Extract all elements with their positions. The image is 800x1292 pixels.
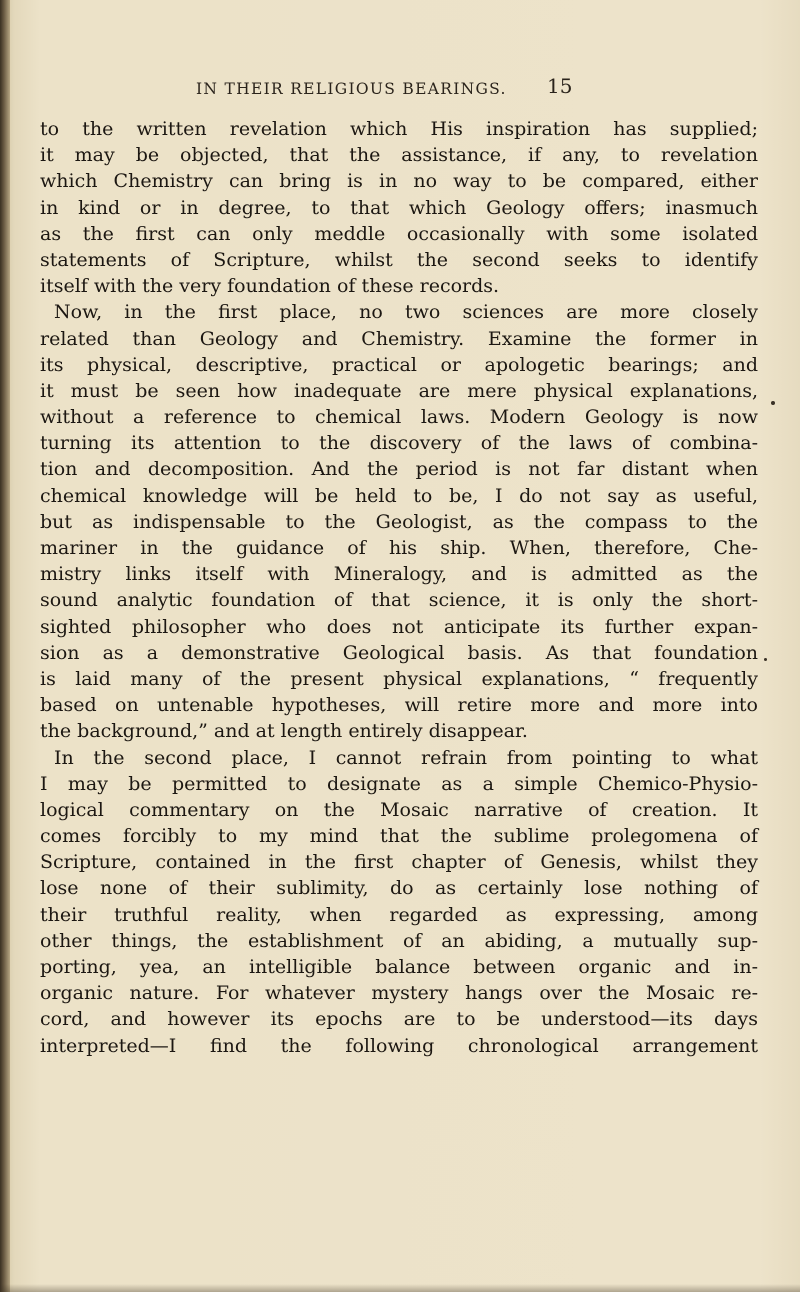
text-line: based on untenable hypotheses, will retire more and more into	[40, 694, 758, 717]
text-line: in kind or in degree, to that which Geology offers; inasmuch	[40, 196, 758, 219]
running-head: IN THEIR RELIGIOUS BEARINGS.	[196, 80, 507, 98]
text-line: chemical knowledge will be held to be, I do not say as useful,	[40, 484, 758, 507]
text-line: cord, and however its epochs are to be understood—its days	[40, 1008, 758, 1031]
text-line: their truthful reality, when regarded as expressing, among	[40, 903, 758, 926]
paragraph-start-line: Now, in the first place, no two sciences are more closely	[54, 301, 758, 324]
body-text	[40, 116, 758, 1059]
text-line: is laid many of the present physical explanations, “ frequently	[40, 667, 758, 690]
text-line: but as indispensable to the Geologist, as the compass to the	[40, 510, 758, 533]
text-line: it may be objected, that the assistance, if any, to revelation	[40, 144, 758, 167]
text-line: itself with the very foundation of these records.	[40, 275, 500, 298]
text-line: the background,” and at length entirely disappear.	[40, 720, 528, 743]
text-line: I may be permitted to designate as a simple Chemico-Physio-	[40, 772, 758, 795]
paragraph-start-line: In the second place, I cannot refrain from pointing to what	[54, 746, 758, 769]
text-line: logical commentary on the Mosaic narrative of creation. It	[40, 798, 758, 821]
page-bottom-shadow	[0, 1284, 800, 1292]
text-line: sighted philosopher who does not anticipate its further expan-	[40, 615, 758, 638]
text-line: comes forcibly to my mind that the sublime prolegomena of	[40, 825, 758, 848]
ink-speck	[771, 401, 775, 405]
text-line: sound analytic foundation of that science, it is only the short-	[40, 589, 758, 612]
text-line: its physical, descriptive, practical or apologetic bearings; and	[40, 353, 758, 376]
text-line: it must be seen how inadequate are mere physical explanations,	[40, 379, 758, 402]
page-binding-shadow	[0, 0, 10, 1292]
text-line: mistry links itself with Mineralogy, and is admitted as the	[40, 563, 758, 586]
text-line: organic nature. For whatever mystery hangs over the Mosaic re-	[40, 982, 758, 1005]
text-line: mariner in the guidance of his ship. When, therefore, Che-	[40, 537, 758, 559]
text-line: which Chemistry can bring is in no way to be compared, either	[40, 170, 758, 193]
text-line: without a reference to chemical laws. Modern Geology is now	[40, 406, 758, 429]
text-line: to the written revelation which His inspiration has supplied;	[40, 118, 758, 140]
text-line: as the first can only meddle occasionally with some isolated	[40, 222, 758, 245]
text-line: turning its attention to the discovery of the laws of combina-	[40, 432, 758, 455]
page-number: 15	[547, 74, 573, 98]
text-line: porting, yea, an intelligible balance between organic and in-	[40, 956, 758, 978]
ink-speck	[764, 658, 767, 661]
text-line: sion as a demonstrative Geological basis. As that foundation	[40, 641, 758, 664]
text-line: interpreted—I find the following chronological arrangement	[40, 1034, 758, 1057]
text-line: tion and decomposition. And the period is not far distant when	[40, 458, 758, 481]
text-line: other things, the establishment of an abiding, a mutually sup-	[40, 929, 758, 952]
text-line: related than Geology and Chemistry. Examine the former in	[40, 327, 758, 350]
text-line: statements of Scripture, whilst the second seeks to identify	[40, 248, 758, 271]
text-line: Scripture, contained in the first chapter of Genesis, whilst they	[40, 851, 758, 874]
text-line: lose none of their sublimity, do as certainly lose nothing of	[40, 877, 758, 900]
